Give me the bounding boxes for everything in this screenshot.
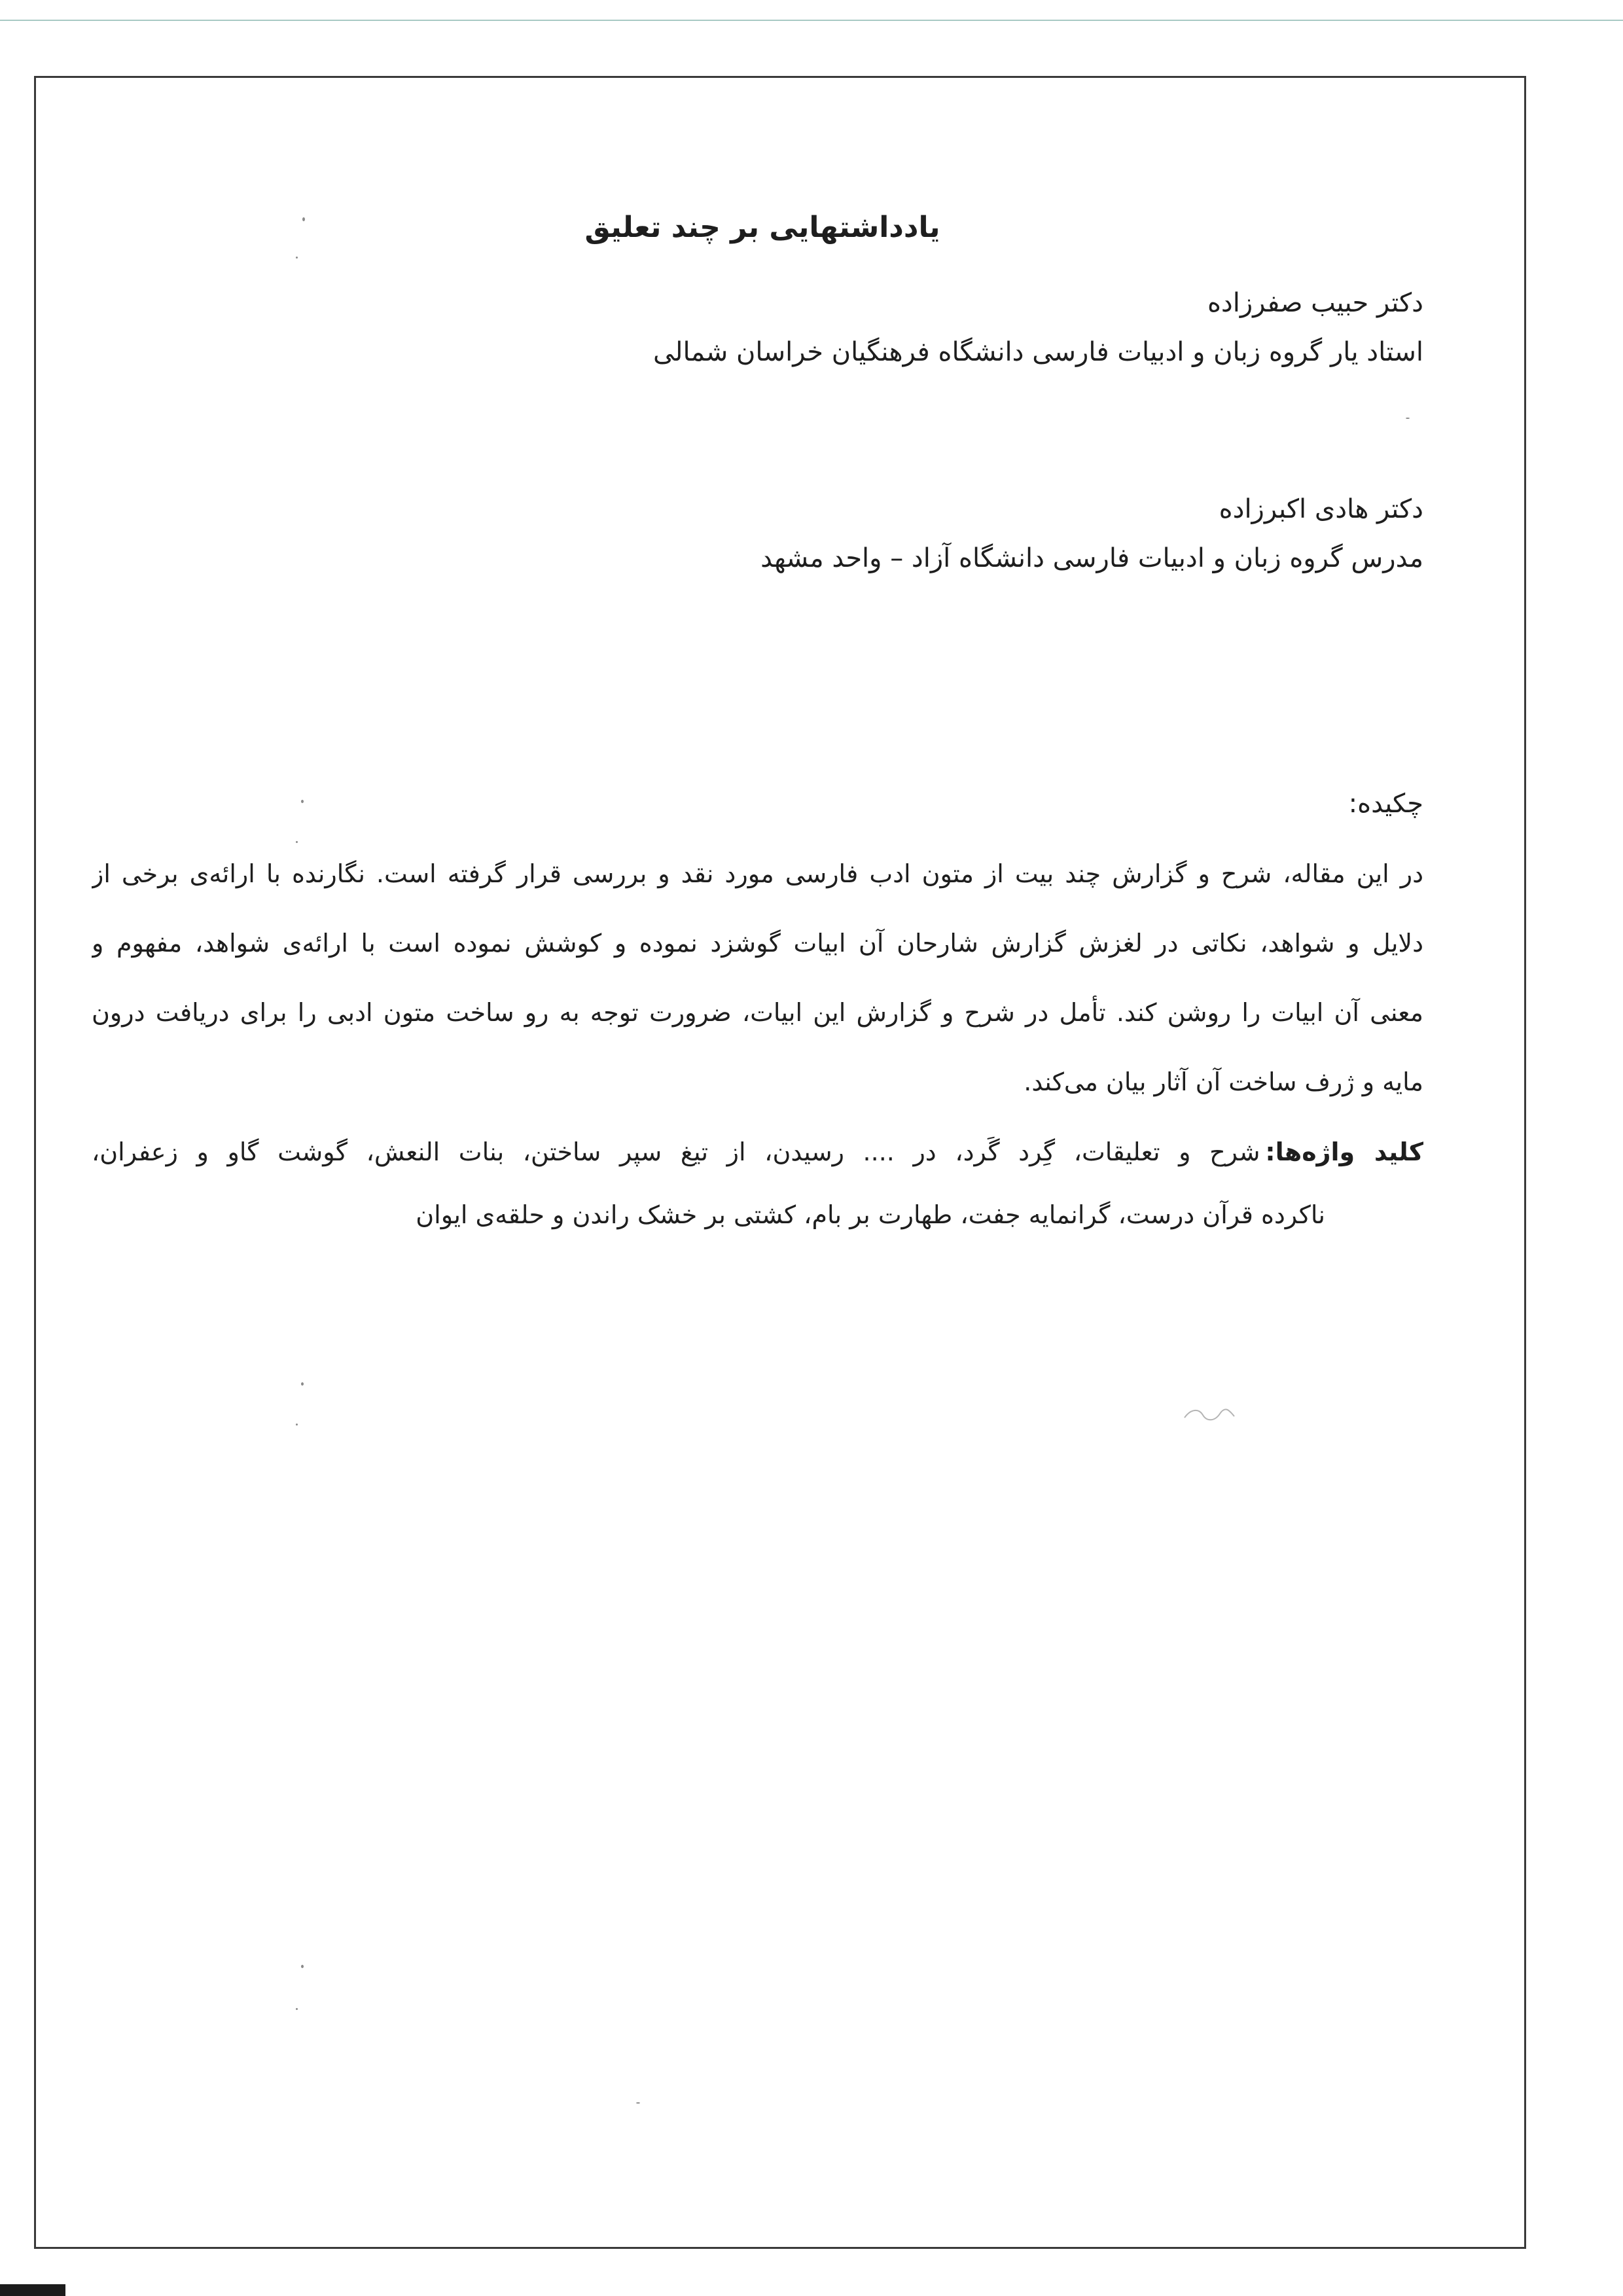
scan-speck [301,1382,304,1386]
author-1-name: دکتر حبیب صفرزاده [1207,288,1423,318]
scan-speck [302,217,305,221]
author-2-affiliation: مدرس گروه زبان و ادبیات فارسی دانشگاه آزاد – واحد مشهد [760,543,1423,573]
keywords-block [92,1121,1423,1246]
scan-speck [296,2008,298,2010]
scan-speck [296,841,298,843]
scan-speck [296,1424,298,1426]
document-title: یادداشتهایی بر چند تعلیق [584,211,940,244]
abstract-line: مایه و ژرف ساخت آن آثار بیان می‌کند. [1024,1067,1423,1096]
author-1-affiliation: استاد یار گروه زبان و ادبیات فارسی دانشگاه فرهنگیان خراسان شمالی [652,337,1423,367]
scan-top-edge [0,20,1623,21]
abstract-heading: چکیده: [1348,789,1423,819]
author-2-name: دکتر هادی اکبرزاده [1219,494,1423,524]
keywords-line-2: ناکرده قرآن درست، گرانمایه جفت، طهارت بر بام، کشتی بر خشک راندن و حلقه‌ی ایوان [416,1200,1325,1229]
scan-speck [301,800,304,803]
scan-footer-mark [0,2284,65,2296]
abstract-paragraph [92,839,1423,1117]
scan-speck [296,257,298,259]
abstract-line: معنی آن ابیات را روشن کند. تأمل در شرح و گزارش این ابیات، ضرورت توجه به رو ساخت متون ادبی را برای دریافت درون [92,998,1423,1027]
abstract-line: دلایل و شواهد، نکاتی در لغزش گزارش شارحان آن ابیات گوشزد نموده و کوشش نموده است با ارائه‌ی شواهد، مفهوم و [92,929,1423,958]
abstract-line: در این مقاله، شرح و گزارش چند بیت از متون ادب فارسی مورد نقد و بررسی قرار گرفته است. نگارنده با ارائه‌ی برخی از [92,859,1423,888]
scan-speck [636,2102,640,2104]
scan-speck [1406,418,1410,419]
keywords-text: شرح و تعلیقات، گِرد گَرد، در .... رسیدن، از تیغ سپر ساختن، بنات النعش، گوشت گاو و زعفران، [92,1138,1260,1166]
scan-mark [1183,1406,1236,1422]
scan-speck [301,1965,304,1968]
keywords-label: کلید واژه‌ها: [1265,1138,1423,1166]
keywords-line-1 [92,1121,1423,1183]
